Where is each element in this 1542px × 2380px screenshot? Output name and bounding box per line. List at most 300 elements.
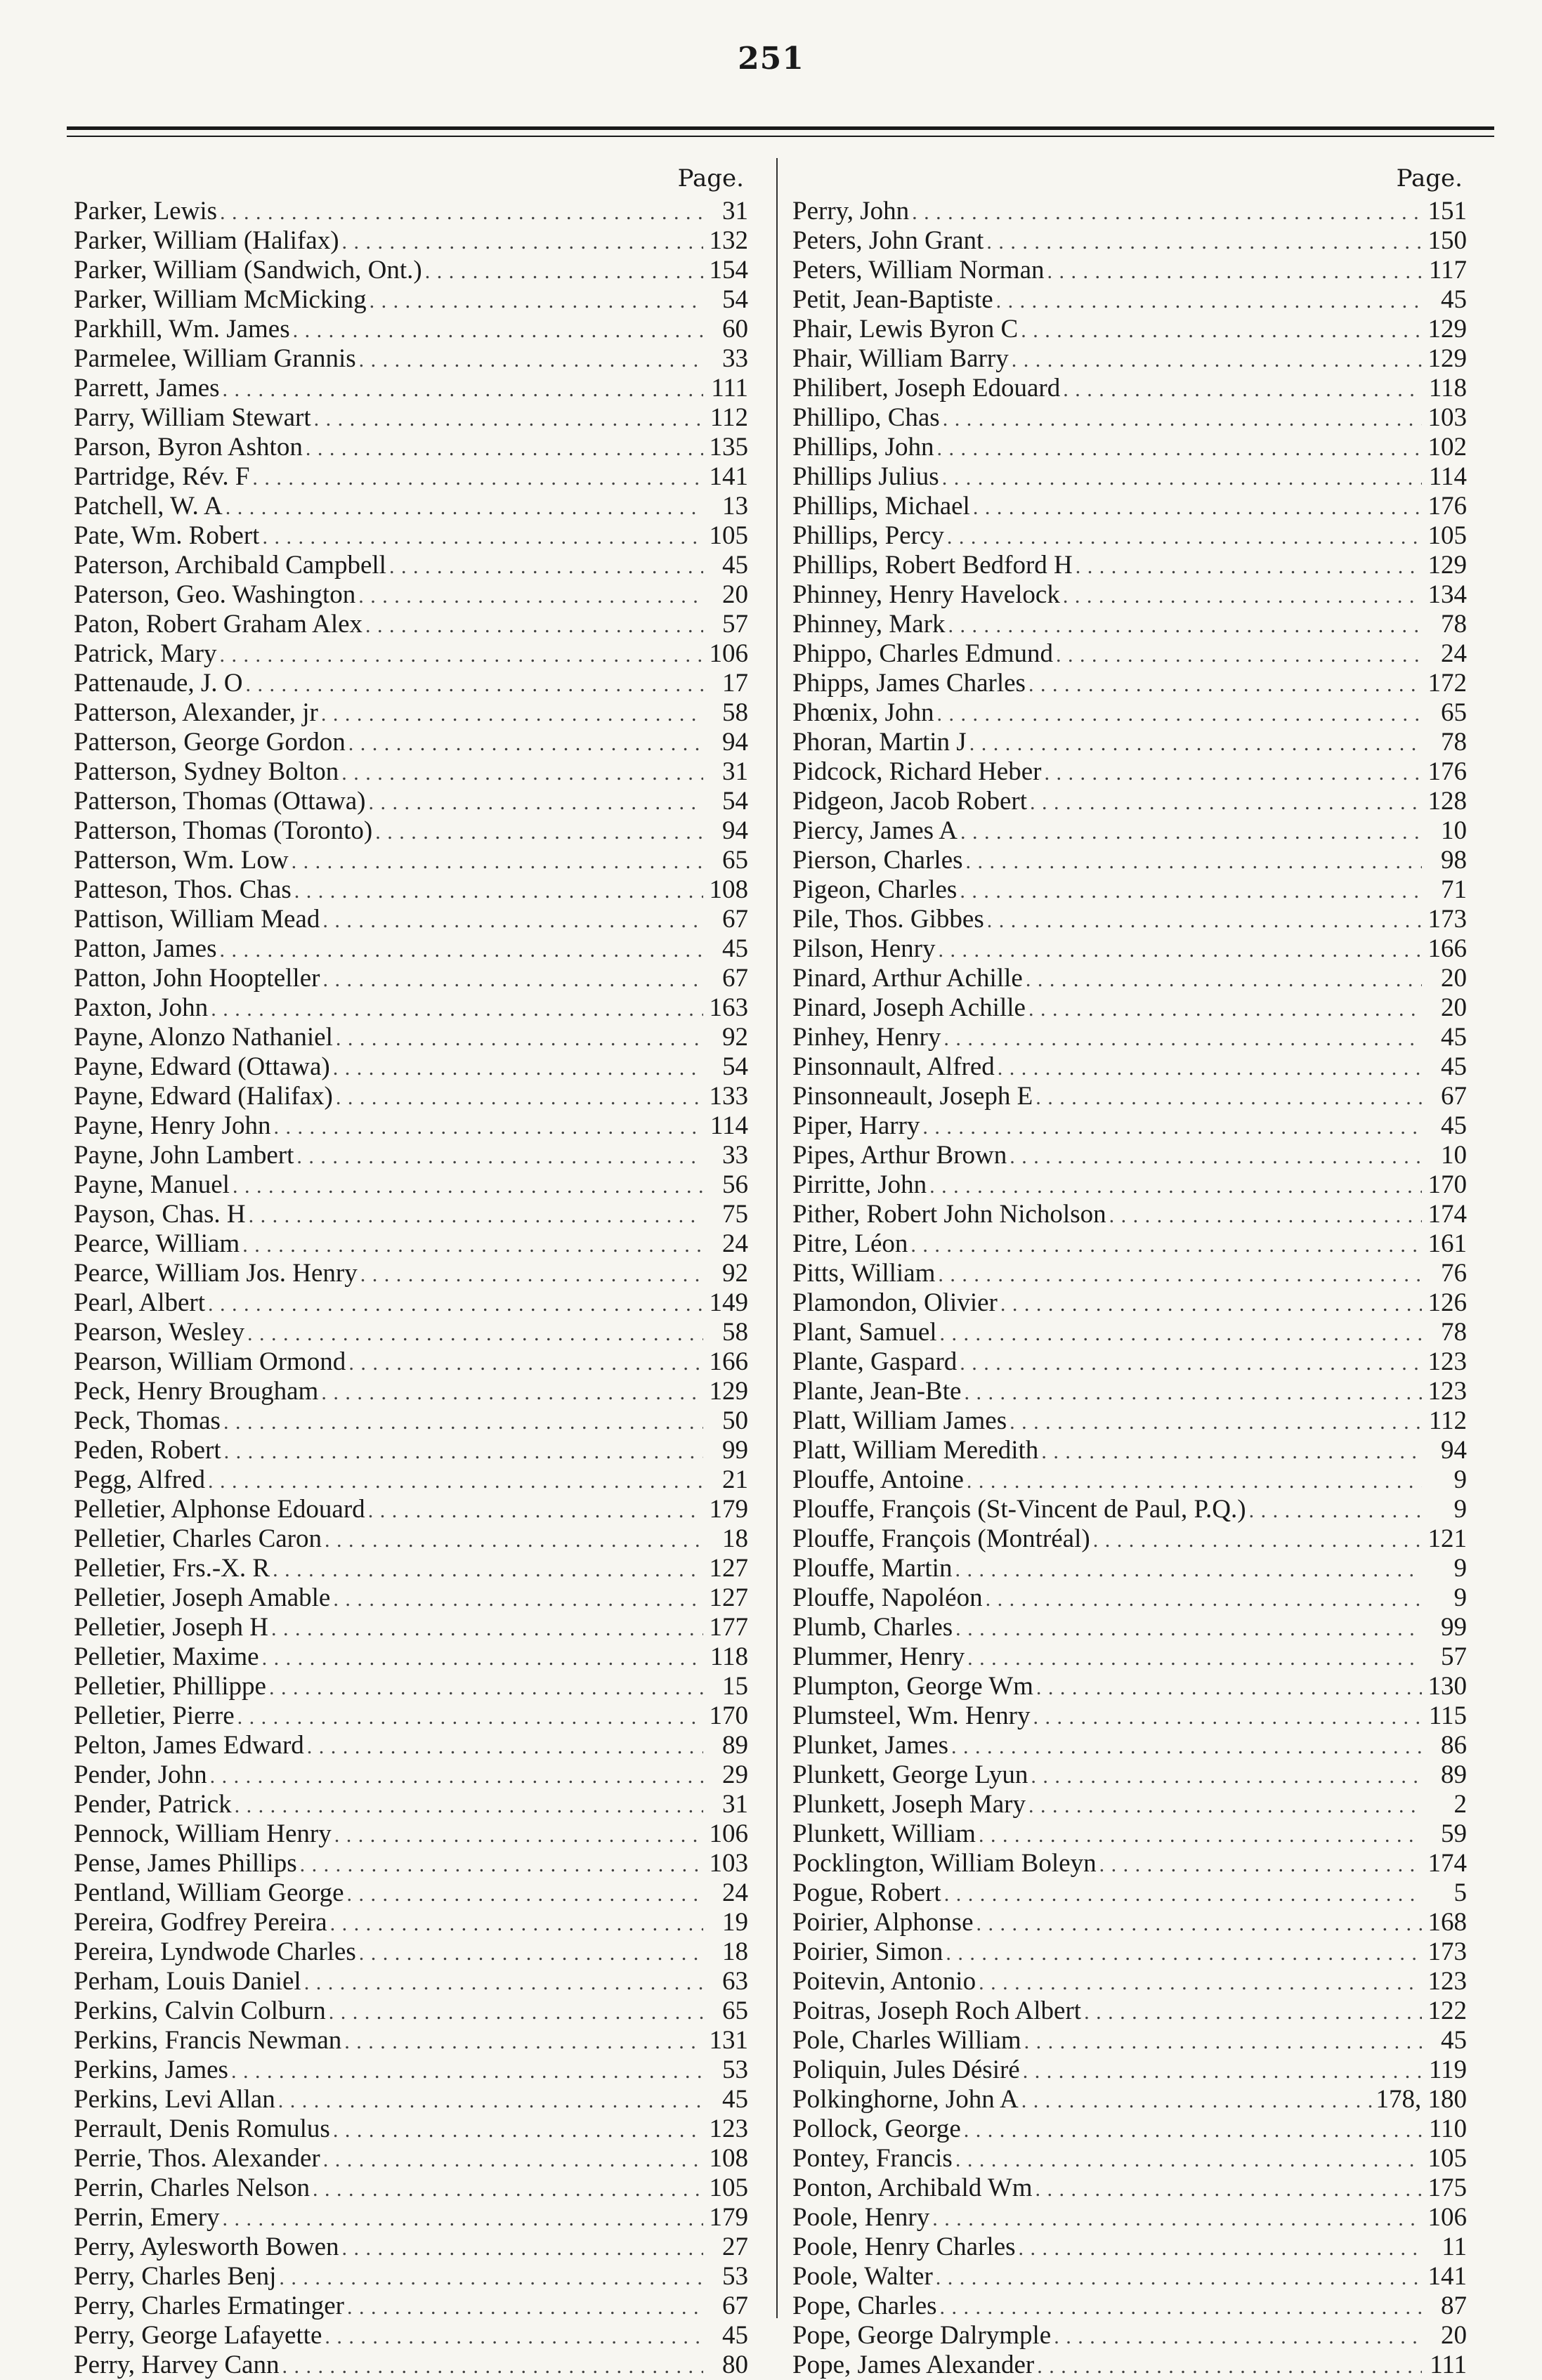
entry-page: 168: [1427, 1908, 1467, 1937]
dot-leader: [912, 198, 1422, 226]
entry-name: Pelletier, Phillippe: [74, 1672, 266, 1701]
index-entry: [792, 1023, 1467, 1052]
index-entry: [792, 1524, 1467, 1554]
entry-page: 103: [709, 1849, 748, 1878]
index-entry: [792, 1377, 1467, 1406]
dot-leader: [1093, 1526, 1422, 1554]
dot-leader: [986, 1585, 1422, 1613]
index-entry: [74, 1259, 748, 1288]
dot-leader: [321, 700, 703, 728]
index-entry: [792, 2203, 1467, 2232]
entry-page: 129: [1427, 551, 1467, 580]
dot-leader: [1021, 2086, 1373, 2114]
index-entry: [74, 226, 748, 256]
entry-page: 173: [1427, 905, 1467, 934]
dot-leader: [1000, 1290, 1422, 1318]
entry-name: Plouffe, Martin: [792, 1554, 953, 1583]
entry-page: 67: [722, 905, 748, 934]
entry-name: Pocklington, William Boleyn: [792, 1849, 1097, 1878]
index-entry: [792, 1465, 1467, 1495]
entry-page: 115: [1428, 1701, 1467, 1730]
dot-leader: [321, 1378, 703, 1406]
index-entry: [74, 1760, 748, 1790]
entry-page: 129: [1427, 344, 1467, 373]
entry-name: Pogue, Robert: [792, 1878, 941, 1907]
dot-leader: [231, 2057, 703, 2085]
index-entry: [74, 846, 748, 875]
index-entry: [74, 2203, 748, 2232]
dot-leader: [252, 464, 703, 492]
entry-name: Pope, George Dalrymple: [792, 2321, 1052, 2350]
entry-page: 75: [722, 1200, 748, 1229]
index-entry: [74, 639, 748, 669]
index-entry: [792, 2291, 1467, 2321]
index-entry: [792, 1406, 1467, 1436]
entry-name: Payne, John Lambert: [74, 1141, 294, 1170]
dot-leader: [292, 847, 703, 875]
index-entry: [74, 2350, 748, 2380]
dot-leader: [943, 1024, 1422, 1052]
entry-page: 33: [722, 344, 748, 373]
dot-leader: [333, 1585, 703, 1613]
index-entry: [792, 934, 1467, 964]
index-entry: [74, 1878, 748, 1908]
entry-page: 176: [1427, 757, 1467, 786]
entry-name: Patterson, Alexander, jr: [74, 698, 318, 727]
index-entry: [74, 2055, 748, 2085]
entry-page: 78: [1441, 728, 1467, 757]
entry-page: 179: [709, 1495, 748, 1524]
dot-leader: [375, 818, 703, 846]
entry-page: 78: [1441, 610, 1467, 639]
index-entry: [792, 816, 1467, 846]
entry-page: 57: [1441, 1642, 1467, 1671]
right-column: [792, 160, 1467, 2380]
dot-leader: [293, 316, 703, 344]
index-entry: [74, 521, 748, 551]
entry-page: 89: [1441, 1760, 1467, 1789]
dot-leader: [282, 2352, 703, 2380]
index-entry: [792, 964, 1467, 993]
entry-page: 161: [1427, 1229, 1467, 1258]
entry-page: 20: [1441, 2321, 1467, 2350]
dot-leader: [944, 1880, 1422, 1908]
entry-page: 45: [722, 934, 748, 963]
entry-name: Plumb, Charles: [792, 1613, 953, 1642]
entry-page: 11: [1442, 2232, 1467, 2261]
entry-page: 13: [722, 492, 748, 521]
dot-leader: [1031, 1762, 1422, 1790]
dot-leader: [942, 464, 1422, 492]
dot-leader: [271, 1614, 703, 1642]
index-entry: [74, 1288, 748, 1318]
index-entry: [792, 2144, 1467, 2173]
index-entry: [74, 816, 748, 846]
index-entry: [74, 610, 748, 639]
entry-name: Phillips, John: [792, 433, 934, 462]
index-entry: [792, 1701, 1467, 1731]
dot-leader: [987, 906, 1422, 934]
entry-name: Phillips Julius: [792, 462, 939, 491]
dot-leader: [341, 759, 703, 787]
index-entry: [792, 1259, 1467, 1288]
entry-page: 105: [1427, 2144, 1467, 2173]
entry-page: 15: [722, 1672, 748, 1701]
entry-page: 65: [722, 846, 748, 875]
index-entry: [74, 374, 748, 403]
index-entry: [74, 1111, 748, 1141]
dot-leader: [976, 1909, 1422, 1937]
entry-name: Polkinghorne, John A: [792, 2085, 1019, 2114]
index-entry: [792, 728, 1467, 757]
dot-leader: [323, 2145, 703, 2173]
entry-page: 174: [1427, 1849, 1467, 1878]
dot-leader: [336, 1083, 703, 1111]
dot-leader: [938, 1260, 1422, 1288]
entry-page: 170: [1427, 1170, 1467, 1199]
dot-leader: [224, 1437, 703, 1465]
index-entry: [792, 1318, 1467, 1347]
dot-leader: [1037, 2352, 1422, 2380]
index-entry: [74, 551, 748, 580]
entry-page: 129: [1427, 315, 1467, 344]
dot-leader: [955, 2145, 1422, 2173]
entry-page: 172: [1427, 669, 1467, 698]
index-entry: [74, 1996, 748, 2026]
entry-page: 45: [1441, 1052, 1467, 1081]
dot-leader: [235, 1791, 703, 1819]
entry-page: 131: [709, 2026, 748, 2055]
entry-page: 45: [722, 551, 748, 580]
dot-leader: [242, 1231, 703, 1259]
entry-page: 67: [722, 964, 748, 993]
dot-leader: [964, 2116, 1422, 2144]
dot-leader: [1109, 1201, 1422, 1229]
index-entry: [792, 1819, 1467, 1849]
dot-leader: [946, 1939, 1422, 1967]
dot-leader: [233, 1172, 703, 1200]
entry-page: 103: [1427, 403, 1467, 432]
entry-page: 106: [709, 639, 748, 668]
entry-page: 111: [711, 374, 748, 403]
entry-name: Pentland, William George: [74, 1878, 344, 1907]
index-entry: [792, 993, 1467, 1023]
index-entry: [74, 1790, 748, 1819]
entry-name: Piercy, James A: [792, 816, 958, 845]
dot-leader: [389, 552, 703, 580]
entry-name: Plante, Jean-Bte: [792, 1377, 962, 1406]
dot-leader: [1030, 788, 1422, 816]
dot-leader: [922, 1113, 1422, 1141]
entry-page: 163: [709, 993, 748, 1022]
index-entry: [792, 315, 1467, 344]
dot-leader: [1023, 2057, 1422, 2085]
entry-name: Pattison, William Mead: [74, 905, 320, 934]
dot-leader: [979, 1821, 1422, 1849]
entry-name: Plunkett, William: [792, 1819, 976, 1848]
index-entry: [792, 1495, 1467, 1524]
entry-page: 67: [1441, 1082, 1467, 1111]
entry-page: 175: [1427, 2173, 1467, 2202]
index-entry: [74, 1819, 748, 1849]
entry-name: Plumpton, George Wm: [792, 1672, 1033, 1701]
index-entry: [792, 403, 1467, 433]
dot-leader: [1026, 965, 1422, 993]
index-entry: [792, 256, 1467, 285]
entry-name: Phillipo, Chas: [792, 403, 940, 432]
entry-name: Perrin, Charles Nelson: [74, 2173, 311, 2202]
entry-page: 80: [722, 2350, 748, 2379]
index-entry: [792, 669, 1467, 698]
dot-leader: [955, 1555, 1422, 1583]
dot-leader: [247, 1319, 703, 1347]
dot-leader: [1012, 346, 1422, 374]
entry-name: Peck, Thomas: [74, 1406, 221, 1435]
entry-page: 67: [722, 2291, 748, 2320]
entry-name: Plouffe, François (St-Vincent de Paul, P.Q.): [792, 1495, 1246, 1524]
dot-leader: [955, 1614, 1422, 1642]
entry-name: Ponton, Archibald Wm: [792, 2173, 1033, 2202]
index-entry: [792, 639, 1467, 669]
entry-name: Pereira, Godfrey Pereira: [74, 1908, 327, 1937]
entry-name: Pelletier, Frs.-X. R: [74, 1554, 270, 1583]
dot-leader: [304, 1968, 703, 1996]
entry-name: Pilson, Henry: [792, 934, 936, 963]
entry-name: Pirritte, John: [792, 1170, 927, 1199]
index-entry: [74, 344, 748, 374]
index-entry: [74, 315, 748, 344]
entry-page: 106: [709, 1819, 748, 1848]
entry-name: Phœnix, John: [792, 698, 934, 727]
entry-name: Plouffe, François (Montréal): [792, 1524, 1090, 1553]
dot-leader: [1063, 375, 1422, 403]
entry-name: Poliquin, Jules Désiré: [792, 2055, 1020, 2084]
entry-page: 108: [709, 875, 748, 904]
entry-page: 33: [722, 1141, 748, 1170]
dot-leader: [910, 1231, 1422, 1259]
dot-leader: [249, 1201, 703, 1229]
index-entry: [74, 2085, 748, 2114]
entry-name: Perrie, Thos. Alexander: [74, 2144, 320, 2173]
entry-page: 31: [722, 757, 748, 786]
entry-page: 20: [1441, 964, 1467, 993]
dot-leader: [948, 611, 1422, 639]
dot-leader: [966, 847, 1422, 875]
entry-page: 126: [1427, 1288, 1467, 1317]
dot-leader: [358, 582, 703, 610]
dot-leader: [322, 965, 703, 993]
header-rule-thin: [67, 136, 1494, 137]
index-entry: [792, 285, 1467, 315]
entry-name: Pegg, Alfred: [74, 1465, 206, 1494]
entry-name: Pate, Wm. Robert: [74, 521, 260, 550]
index-entry: [74, 1937, 748, 1967]
entry-name: Perrault, Denis Romulus: [74, 2114, 330, 2143]
entry-page: 127: [709, 1554, 748, 1583]
index-entry: [74, 787, 748, 816]
index-entry: [74, 698, 748, 728]
entry-page: 122: [1427, 1996, 1467, 2025]
entry-name: Plouffe, Antoine: [792, 1465, 964, 1494]
index-entry: [792, 2173, 1467, 2203]
dot-leader: [262, 523, 703, 551]
index-entry: [792, 905, 1467, 934]
index-entry: [74, 2262, 748, 2291]
entry-page: 59: [1441, 1819, 1467, 1848]
entry-name: Pigeon, Charles: [792, 875, 958, 904]
index-entry: [792, 757, 1467, 787]
dot-leader: [943, 405, 1422, 433]
entry-name: Pollock, George: [792, 2114, 961, 2143]
index-entry: [74, 1583, 748, 1613]
entry-page: 123: [709, 2114, 748, 2143]
entry-page: 170: [709, 1701, 748, 1730]
dot-leader: [947, 523, 1422, 551]
dot-leader: [1021, 316, 1422, 344]
index-entry: [792, 1908, 1467, 1937]
right-page-header: Page.: [1396, 164, 1463, 192]
entry-page: 24: [722, 1878, 748, 1907]
entry-page: 123: [1427, 1347, 1467, 1376]
dot-leader: [344, 2027, 703, 2055]
entry-page: 118: [1428, 374, 1467, 403]
entry-name: Platt, William Meredith: [792, 1436, 1039, 1465]
index-entry: [792, 1141, 1467, 1170]
entry-name: Perry, Aylesworth Bowen: [74, 2232, 339, 2261]
column-divider: [776, 158, 778, 2318]
dot-leader: [1099, 1850, 1422, 1878]
entry-name: Pelletier, Maxime: [74, 1642, 259, 1671]
index-entry: [792, 698, 1467, 728]
entry-name: Poole, Henry: [792, 2203, 930, 2232]
entry-page: 154: [709, 256, 748, 285]
dot-leader: [1035, 2175, 1422, 2203]
entry-page: 76: [1441, 1259, 1467, 1288]
index-entry: [74, 433, 748, 462]
dot-leader: [1019, 2234, 1422, 2262]
index-entry: [792, 1878, 1467, 1908]
index-entry: [792, 580, 1467, 610]
index-entry: [74, 492, 748, 521]
entry-name: Platt, William James: [792, 1406, 1007, 1435]
entry-name: Phair, William Barry: [792, 344, 1009, 373]
entry-page: 106: [1427, 2203, 1467, 2232]
entry-name: Peck, Henry Brougham: [74, 1377, 319, 1406]
entry-name: Pitts, William: [792, 1259, 936, 1288]
entry-name: Partridge, Rév. F: [74, 462, 250, 491]
entry-name: Pearce, William: [74, 1229, 240, 1258]
entry-name: Parson, Byron Ashton: [74, 433, 303, 462]
dot-leader: [951, 1732, 1422, 1760]
index-entry: [792, 1937, 1467, 1967]
entry-page: 166: [709, 1347, 748, 1376]
dot-leader: [973, 493, 1422, 521]
dot-leader: [223, 375, 703, 403]
entry-page: 121: [1427, 1524, 1467, 1553]
entry-page: 63: [722, 1967, 748, 1996]
entry-page: 45: [1441, 1111, 1467, 1140]
entry-name: Phillips, Michael: [792, 492, 970, 521]
dot-leader: [262, 1644, 703, 1672]
entry-page: 24: [1441, 639, 1467, 668]
dot-leader: [245, 670, 703, 698]
entry-page: 178, 180: [1376, 2085, 1467, 2114]
entry-name: Perham, Louis Daniel: [74, 1967, 301, 1996]
entry-name: Parker, William McMicking: [74, 285, 367, 314]
index-entry: [74, 1082, 748, 1111]
index-entry: [74, 1554, 748, 1583]
entry-name: Pearson, Wesley: [74, 1318, 244, 1347]
index-entry: [74, 1613, 748, 1642]
entry-name: Poitevin, Antonio: [792, 1967, 976, 1996]
left-column: [74, 160, 748, 2380]
entry-name: Perry, George Lafayette: [74, 2321, 322, 2350]
entry-name: Perkins, Francis Newman: [74, 2026, 342, 2055]
dot-leader: [998, 1054, 1422, 1082]
entry-name: Patterson, Thomas (Toronto): [74, 816, 373, 845]
dot-leader: [223, 2204, 703, 2232]
index-entry: [792, 344, 1467, 374]
dot-leader: [967, 1644, 1422, 1672]
dot-leader: [223, 1408, 703, 1436]
dot-leader: [219, 641, 703, 669]
entry-name: Pelletier, Pierre: [74, 1701, 235, 1730]
dot-leader: [279, 2263, 703, 2291]
index-entry: [74, 1465, 748, 1495]
entry-name: Pinard, Joseph Achille: [792, 993, 1026, 1022]
entry-page: 45: [1441, 1023, 1467, 1052]
index-entry: [792, 1849, 1467, 1878]
index-entry: [792, 1111, 1467, 1141]
entry-name: Piper, Harry: [792, 1111, 920, 1140]
entry-name: Pinsonneault, Joseph E: [792, 1082, 1033, 1111]
index-entry: [74, 669, 748, 698]
index-entry: [74, 1318, 748, 1347]
index-entry: [792, 1082, 1467, 1111]
entry-page: 87: [1441, 2291, 1467, 2320]
entry-name: Payne, Henry John: [74, 1111, 271, 1140]
dot-leader: [296, 1142, 703, 1170]
entry-page: 78: [1441, 1318, 1467, 1347]
dot-leader: [967, 1467, 1422, 1495]
dot-leader: [1010, 1142, 1422, 1170]
entry-page: 128: [1427, 787, 1467, 816]
entry-page: 112: [1428, 1406, 1467, 1435]
index-entry: [792, 2026, 1467, 2055]
entry-name: Pennock, William Henry: [74, 1819, 332, 1848]
entry-name: Pidgeon, Jacob Robert: [792, 787, 1027, 816]
index-entry: [792, 2232, 1467, 2262]
index-entry: [792, 2085, 1467, 2114]
entry-page: 112: [710, 403, 748, 432]
entry-name: Plant, Samuel: [792, 1318, 937, 1347]
entry-name: Pelletier, Alphonse Edouard: [74, 1495, 365, 1524]
entry-name: Phinney, Mark: [792, 610, 946, 639]
entry-name: Phoran, Martin J: [792, 728, 967, 757]
entry-name: Parrett, James: [74, 374, 220, 403]
index-entry: [74, 580, 748, 610]
entry-page: 133: [709, 1082, 748, 1111]
dot-leader: [210, 1762, 703, 1790]
dot-leader: [347, 2293, 703, 2321]
dot-leader: [365, 611, 703, 639]
entry-name: Phippo, Charles Edmund: [792, 639, 1054, 668]
entry-page: 141: [709, 462, 748, 491]
dot-leader: [1028, 995, 1422, 1023]
entry-page: 57: [722, 610, 748, 639]
entry-page: 53: [722, 2055, 748, 2084]
entry-name: Parry, William Stewart: [74, 403, 311, 432]
